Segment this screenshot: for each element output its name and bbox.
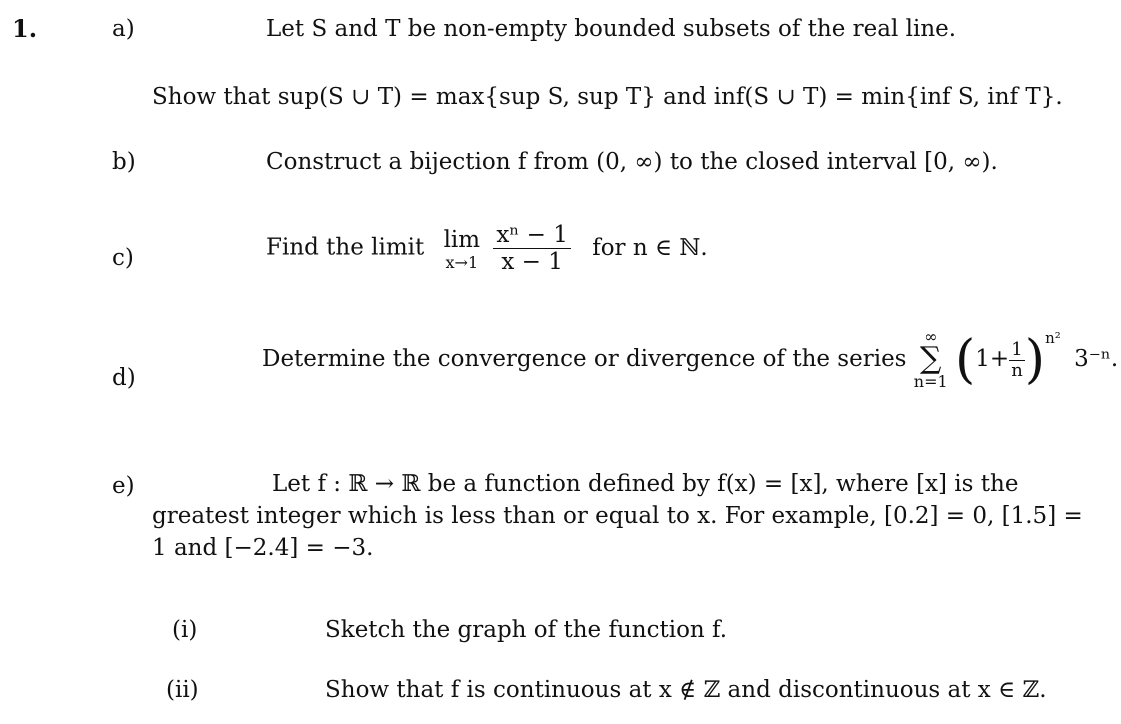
part-e-ii-label: (ii) <box>166 677 199 703</box>
part-c-task <box>266 222 708 275</box>
part-e-i-label: (i) <box>172 617 198 643</box>
inner-numerator: 1 <box>1011 338 1023 360</box>
limit-fraction <box>493 222 570 275</box>
part-a-task: Show that sup(S ∪ T) = max{sup S, sup T} and inf(S ∪ T) = min{inf S, inf T}. <box>152 84 1063 110</box>
part-b-label: b) <box>112 149 136 175</box>
part-b-task: Construct a bijection f from (0, ∞) to the closed interval [0, ∞). <box>266 149 998 175</box>
part-e-ii-task: Show that f is continuous at x ∉ ℤ and discontinuous at x ∈ ℤ. <box>325 677 1047 703</box>
part-c-prefix: Find the limit <box>266 234 425 261</box>
sum-upper-limit: ∞ <box>924 327 938 346</box>
series-exponent: n² <box>1045 329 1061 348</box>
series-inner-fraction <box>1009 340 1025 381</box>
sum-lower-limit: n=1 <box>913 372 948 391</box>
series-tail: 3⁻ⁿ. <box>1074 346 1119 372</box>
fraction-denominator: x − 1 <box>501 249 563 275</box>
sigma-symbol: ∑ <box>920 341 942 376</box>
part-d-label: d) <box>112 365 136 391</box>
question-number: 1. <box>12 14 38 43</box>
series-one-plus: 1+ <box>975 346 1010 372</box>
part-e-statement: Let f : ℝ → ℝ be a function defined by f(x) = [x], where [x] is the greatest integer which is less than or equal to x. For example, [0.2] = 0, [1.5] = 1 and [−2.4] = −3. <box>152 471 1083 561</box>
part-e-label: e) <box>112 473 135 499</box>
close-paren: ) <box>1024 330 1046 390</box>
part-c-suffix: for n ∈ ℕ. <box>592 234 708 261</box>
limit-operator <box>444 226 481 272</box>
series-sum <box>913 327 948 391</box>
part-d-task <box>262 327 1119 391</box>
fraction-numerator: xⁿ − 1 <box>493 222 570 249</box>
inner-denominator: n <box>1011 359 1023 381</box>
part-e-i-task: Sketch the graph of the function f. <box>325 617 728 643</box>
part-d-text: Determine the convergence or divergence of the series <box>262 346 907 372</box>
limit-subscript: x→1 <box>445 252 479 272</box>
part-a-label: a) <box>112 16 135 42</box>
limit-word: lim <box>443 226 481 253</box>
open-paren: ( <box>955 330 976 390</box>
part-a-statement: Let S and T be non-empty bounded subsets of the real line. <box>266 16 957 42</box>
part-c-label: c) <box>112 245 134 271</box>
